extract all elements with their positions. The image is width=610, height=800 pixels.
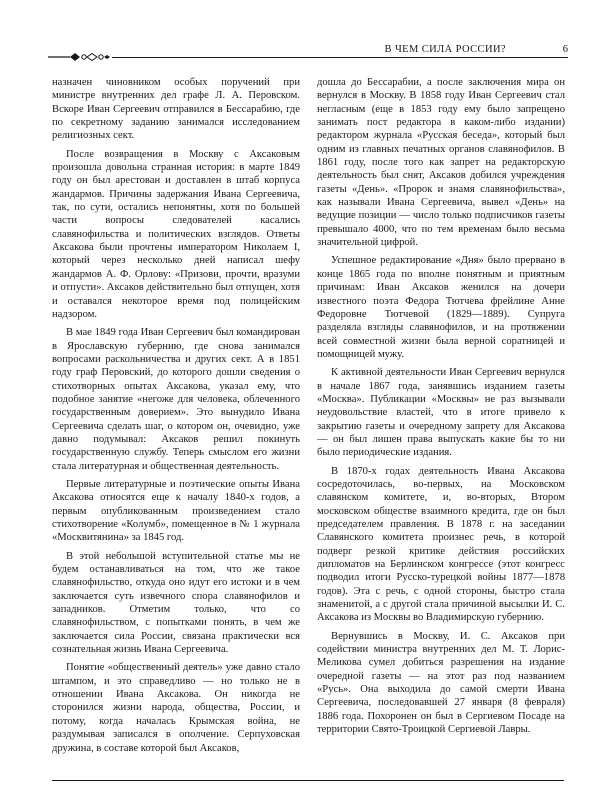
right-column [317,76,565,742]
header-rule [112,57,568,58]
footer-rule [52,780,564,781]
paragraph: Первые литературные и поэтические опыты Ивана Аксакова относятся еще к началу 1840-х годов, а первым опубликованным произведением стало стихотворение «Колумб», помещенное в № 1 журнала «Москвитянина» за 1845 год. [52,478,300,544]
running-title: В ЧЕМ СИЛА РОССИИ? [384,44,506,55]
left-column [52,76,300,760]
paragraph: В этой небольшой вступительной статье мы не будем останавливаться на том, что же такое славянофильство, откуда оно идут его истоки и в чем заключается суть извечного спора славянофилов и западников. Отметим только, что со славянофильством, с попытками понять, в чем же заключается сила России, связана практически вся сознательная жизнь Ивана Сергеевича. [52,550,300,656]
paragraph: После возвращения в Москву с Аксаковым произошла довольна странная история: в марте 1849 году он был арестован и доставлен в штаб корпуса жандармов. Причины задержания Ивана Сергеевича, так, по сути, остались непонятны, хотя по большей части вопросы следователей касались славянофильства и политических взглядов. Ответы Аксакова были прочтены императором Николаем I, который через несколько дней написал шефу жандармов А. Ф. Орлову: «Призови, прочти, вразуми и отпусти». Аксаков действительно был отпущен, хотя и оставался некоторое время под полицейским надзором. [52,148,300,320]
page-number: 6 [562,44,568,55]
page-header [48,36,568,66]
paragraph: назначен чиновником особых поручений при министре внутренних дел графе Л. А. Перовском. Вскоре Иван Сергеевич отправился в Бессарабию, где по секретному заданию занимался исследованием религиозных сект. [52,77,300,142]
paragraph: В 1870-х годах деятельность Ивана Аксакова сосредоточилась, во-первых, на Московском славянском комитете, и, во-вторых, Втором московском обществе взаимного кредита, где он был председателем правления. В 1878 г. на заседании Славянского комитета произнес речь, в которой подверг резкой критике действия российских дипломатов на Берлинском конгрессе (этот конгресс подводил итоги Русско-турецкой войны 1877—1878 годов). Эта с речь, с одной стороны, быстро стала знаменитой, а с другой стала причиной высылки И. С. Аксакова из Москвы во Владимирскую губернию. [317,465,565,624]
paragraph: К активной деятельности Иван Сергеевич вернулся в начале 1867 года, занявшись изданием газеты «Москва». Публикации «Москвы» не раз вызывали неудовольствие властей, что в итоге привело к закрытию газеты и очередному запрету для Аксакова — он был лишен права выпускать какие бы то ни было периодические издания. [317,367,565,459]
paragraph: Понятие «общественный деятель» уже давно стало штампом, и это справедливо — но только не в отношении Ивана Аксакова. Он никогда не сторонился жизни народа, общества, России, и потому, когда началась Крымская война, не раздумывая записался в ополчение. Серпуховская дружина, в составе которой был Аксаков, [52,662,300,754]
paragraph: В мае 1849 года Иван Сергеевич был командирован в Ярославскую губернию, где снова занимался вопросами раскольничества и других сект. А в 1851 году граф Перовский, до которого дошли сведения о стихотворных опытах Аксакова, указал ему, что подобное занятие «негоже для человека, облеченного государственным доверием». Это вынудило Ивана Сергеевича сделать шаг, о котором он, очевидно, уже давно подумывал: Аксаков решил покинуть государственную службу. Теперь смыслом его жизни стала литературная и общественная деятельность. [52,327,300,472]
decorative-ornament-icon [48,50,110,64]
paragraph: Вернувшись в Москву, И. С. Аксаков при содействии министра внутренних дел М. Т. Лорис-Меликова сумел добиться разрешения на издание очередной газеты — на этот раз под названием «Русь». Она выходила до самой смерти Ивана Сергеевича, последовавшей 27 января (8 февраля) 1886 года. Похоронен он был в Сергиевом Посаде на территории Свято-Троицкой Сергиевой Лавры. [317,630,565,736]
paragraph: дошла до Бессарабии, а после заключения мира он вернулся в Москву. В 1858 году Иван Сергеевич стал негласным (еще в 1853 году ему было запрещено занимать пост редактора в каком-либо издании) редактором журнала «Русская беседа», который был одним из главных печатных органов славянофилов. В 1861 году, после того как запрет на редакторскую деятельность был снят, Аксаков добился учреждения газеты «День». «Пророк и знамя славянофильства», как называли Ивана Сергеевича, вывел «День» на ведущие позиции — число только подписчиков газеты превышало 4000, что по тем временам было весьма значительной цифрой. [317,77,565,249]
paragraph: Успешное редактирование «Дня» было прервано в конце 1865 года по вполне понятным и приятным причинам: Иван Аксаков женился на дочери известного поэта Федора Тютчева фрейлине Анне Федоровне Тютчевой (1829—1889). Супруга разделяла взгляды славянофилов, и на протяжении всей совместной жизни была верной соратницей и помощницей мужу. [317,255,565,360]
